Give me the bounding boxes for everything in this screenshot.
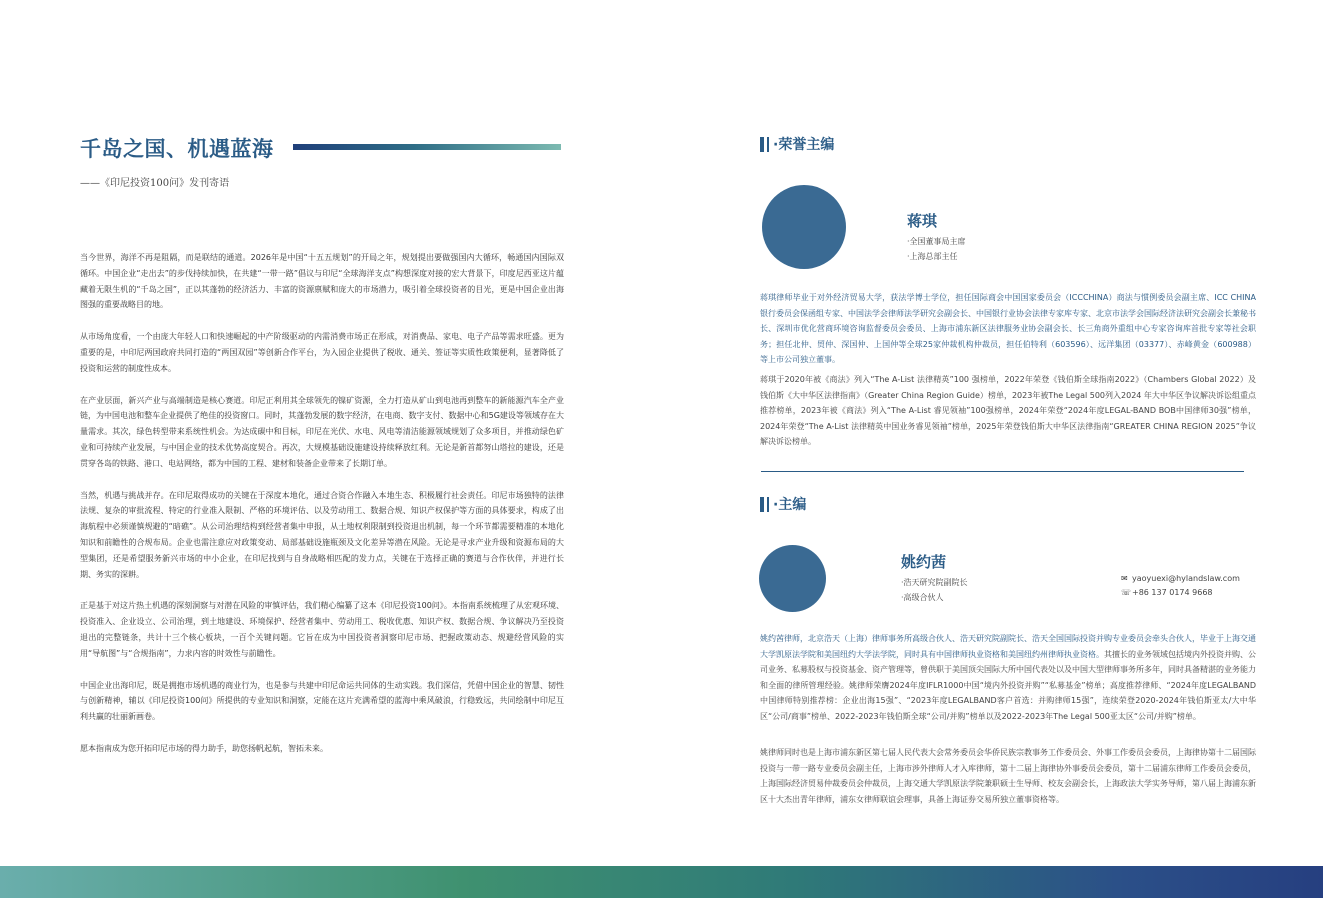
person-role: ·全国董事局主席 [907,237,966,246]
section-marker [767,497,769,512]
person-name: 姚约茜 [901,553,947,571]
email-contact[interactable] [1121,574,1240,583]
honorary-bio: 蒋琪于2020年被《商法》列入“The A-List 法律精英”100 强榜单，2022年荣登《钱伯斯全球指南2022》（Chambers Global 2022）及钱伯斯《大中华区法律指南》（Greater China Region Guide）榜单，2023年被The Legal 500列入2024 年大中华区争议解决诉讼组重点推荐榜单，2023年被《商法》列入“The A-List 睿见领袖”100强榜单，2024年荣登“2024年度LEGAL-BAND BOB中国律师30强”榜单，2024年荣登“The A-List 法律精英中国业务睿见领袖”榜单，2025年荣登钱伯斯大中华区法律指南“GREATER CHINA REGION 2025”争议解决诉讼榜单。 [760,375,1256,446]
section-marker [760,137,764,152]
editor-bio [760,631,1256,724]
phone-contact[interactable] [1121,588,1213,597]
phone-number[interactable]: +86 137 0174 9668 [1132,588,1213,597]
person-role: ·上海总部主任 [907,252,958,261]
foreword-paragraph: 中国企业出海印尼，既是拥抱市场机遇的商业行为，也是参与共建中印尼命运共同体的生动实践。我们深信，凭借中国企业的智慧、韧性与创新精神，辅以《印尼投资100问》所提供的专业知识和洞察，定能在这片充满希望的蓝海中乘风破浪，行稳致远，共同绘制中印尼互利共赢的壮丽新画卷。 [80,680,564,722]
foreword-paragraph: 在产业层面，新兴产业与高端制造是核心赛道。印尼正利用其全球领先的镍矿资源，全力打造从矿山到电池再到整车的新能源汽车全产业链，为中国电池和整车企业提供了绝佳的投资窗口。同时，其蓬勃发展的数字经济，在电商、数字支付、数据中心和5G建设等领域存在大量需求。其次，绿色转型带来系统性机会。为达成碳中和目标，印尼在光伏、水电、风电等清洁能源领域规划了众多项目，并推动绿色矿业和可持续产业发展，与中国企业的技术优势高度契合。再次，大规模基础设施建设持续释放红利。无论是新首都努山塔拉的建设，还是贯穿各岛的铁路、港口、电站网络，都为中国的工程、建材和装备企业带来了长期订单。 [80,395,564,468]
section-title: ·主编 [773,497,807,513]
bottom-gradient-band [0,866,1323,898]
honorary-bio-highlight: 蒋琪律师毕业于对外经济贸易大学，获法学博士学位，担任国际商会中国国家委员会（ICCCHINA）商法与惯例委员会副主席、ICC CHINA银行委员会保函组专家、中国法学会律师法学研究会副会长、中国银行业协会法律专家库专家、北京市法学会国际经济法研究会副会长兼秘书长、深圳市优化营商环境咨询监督委员会委员、上海市浦东新区法律服务业协会副会长、长三角商外重组中心专家咨询库首批专家等社会职务；担任北仲、贸仲、深国仲、上国仲等全球25家仲裁机构仲裁员，担任伯特利（603596）、远洋集团（03377）、赤峰黄金（600988）等上市公司独立董事。 [760,293,1256,364]
person-role: ·高级合伙人 [901,593,944,602]
title-gradient-bar [293,144,561,150]
person-role: ·浩天研究院副院长 [901,578,968,587]
phone-icon: ☏ [1121,588,1132,597]
title-row [80,133,564,165]
foreword-body [80,250,564,757]
foreword-paragraph: 当然，机遇与挑战并存。在印尼取得成功的关键在于深度本地化，通过合资合作融入本地生态、积极履行社会责任。印尼市场独特的法律法规、复杂的审批流程、特定的行业准入限制、严格的环境评估、以及劳动用工、数据合规、知识产权保护等方面的具体要求，构成了出海航程中必须谨慎规避的“暗礁”。从公司治理结构到经营者集中申报，从土地权利限制到投资退出机制，每一个环节都需要精准的本地化知识和前瞻性的合规布局。企业也需注意应对政策变动、局部基础设施瓶颈及文化差异等潜在风险。无论是寻求产业升级和资源布局的大型集团，还是希望服务新兴市场的中小企业，在印尼找到与自身战略相匹配的发力点，关键在于选择正确的赛道与合作伙伴，并进行长期、务实的深耕。 [80,490,564,579]
foreword-paragraph: 愿本指南成为您开拓印尼市场的得力助手，助您扬帆起航，智拓未来。 [80,743,328,753]
foreword-paragraph: 正是基于对这片热土机遇的深刻洞察与对潜在风险的审慎评估，我们精心编纂了这本《印尼投资100问》。本指南系统梳理了从宏观环境、投资准入、企业设立、公司治理，到土地建设、环境保护、经营者集中、劳动用工、税收优惠、知识产权、数据合规、争议解决乃至投资退出的完整链条，共计十三个核心板块，一百个关键问题。它旨在成为中国投资者洞察印尼市场、把握政策动态、规避经营风险的实用“导航图”与“合规指南”，力求内容的时效性与前瞻性。 [80,601,564,658]
editor-bio-2: 姚律师同时也是上海市浦东新区第七届人民代表大会常务委员会华侨民族宗教事务工作委员会、外事工作委员会委员，上海律协第十二届国际投资与一带一路专业委员会副主任，上海市涉外律师人才入库律师，第十二届上海律协外事委员会委员，第十二届浦东律师工作委员会委员，上海国际经济贸易仲裁委员会仲裁员，上海交通大学凯原法学院兼职硕士生导师、校友会副会长，上海政法大学实务导师，第八届上海浦东新区十大杰出青年律师，浦东女律师联谊会理事，具备上海证券交易所独立董事资格等。 [760,748,1256,804]
section-marker [767,137,769,152]
section-marker [760,497,764,512]
honorary-section-heading [760,134,834,154]
section-title: ·荣誉主编 [773,137,835,153]
section-divider [761,471,1244,472]
avatar [759,545,826,612]
page-title: 千岛之国、机遇蓝海 [80,136,274,161]
foreword-paragraph: 从市场角度看，一个由庞大年轻人口和快速崛起的中产阶级驱动的内需消费市场正在形成，对消费品、家电、电子产品等需求旺盛。更为重要的是，中印尼两国政府共同打造的“两国双园”等创新合作平台，为入园企业提供了税收、通关、签证等实质性政策便利，显著降低了投资和运营的制度性成本。 [80,332,564,373]
avatar [762,185,846,269]
page-subtitle: ——《印尼投资100问》发刊寄语 [80,178,230,189]
editor-section-heading [760,494,806,514]
foreword-paragraph: 当今世界，海洋不再是阻隔，而是联结的通道。2026年是中国“十五五规划”的开局之年，规划提出要做强国内大循环，畅通国内国际双循环。中国企业“走出去”的步伐持续加快，在共建“一带一路”倡议与印尼“全球海洋支点”构想深度对接的宏大背景下，印度尼西亚这片蕴藏着无限生机的“千岛之国”，正以其蓬勃的经济活力、丰富的资源禀赋和庞大的市场潜力，吸引着全球投资者的目光，更是中国企业出海图强的重要战略目的地。 [80,253,564,310]
editor-bio-text: 其擅长的业务领域包括境内外投资并购、公司业务、私募股权与投资基金、资产管理等，曾供职于美国顶尖国际大所中国代表处以及中国大型律师事务所多年，同时具备精湛的业务能力和全面的律所管理经验。姚律师荣膺2024年度IFLR1000中国“境内外投资并购”“私募基金”榜单；高度推荐律师、“2024年度LEGALBAND中国律师特别推荐榜：企业出海15强”、“2023年度LEGALBAND客户首选：并购律师15强”，连续荣登2020-2024年钱伯斯亚太/大中华区“公司/商事”榜单、2022-2023年钱伯斯全球“公司/并购”榜单以及2022-2023年The Legal 500亚太区“公司/并购”榜单。 [760,649,1256,721]
editor-bio-highlight: 姚约茜律师，北京浩天（上海）律师事务所高级合伙人、浩天研究院副院长、浩天全国国际投资并购专业委员会牵头合伙人，毕业于上海交通大学凯原法学院和美国纽约大学法学院，同时具有中国律师执业资格和美国纽约州律师执业资格。 [760,634,1256,659]
email-icon: ✉ [1121,574,1128,583]
person-name: 蒋琪 [907,212,938,230]
email-address[interactable]: yaoyuexi@hylandslaw.com [1132,574,1240,583]
